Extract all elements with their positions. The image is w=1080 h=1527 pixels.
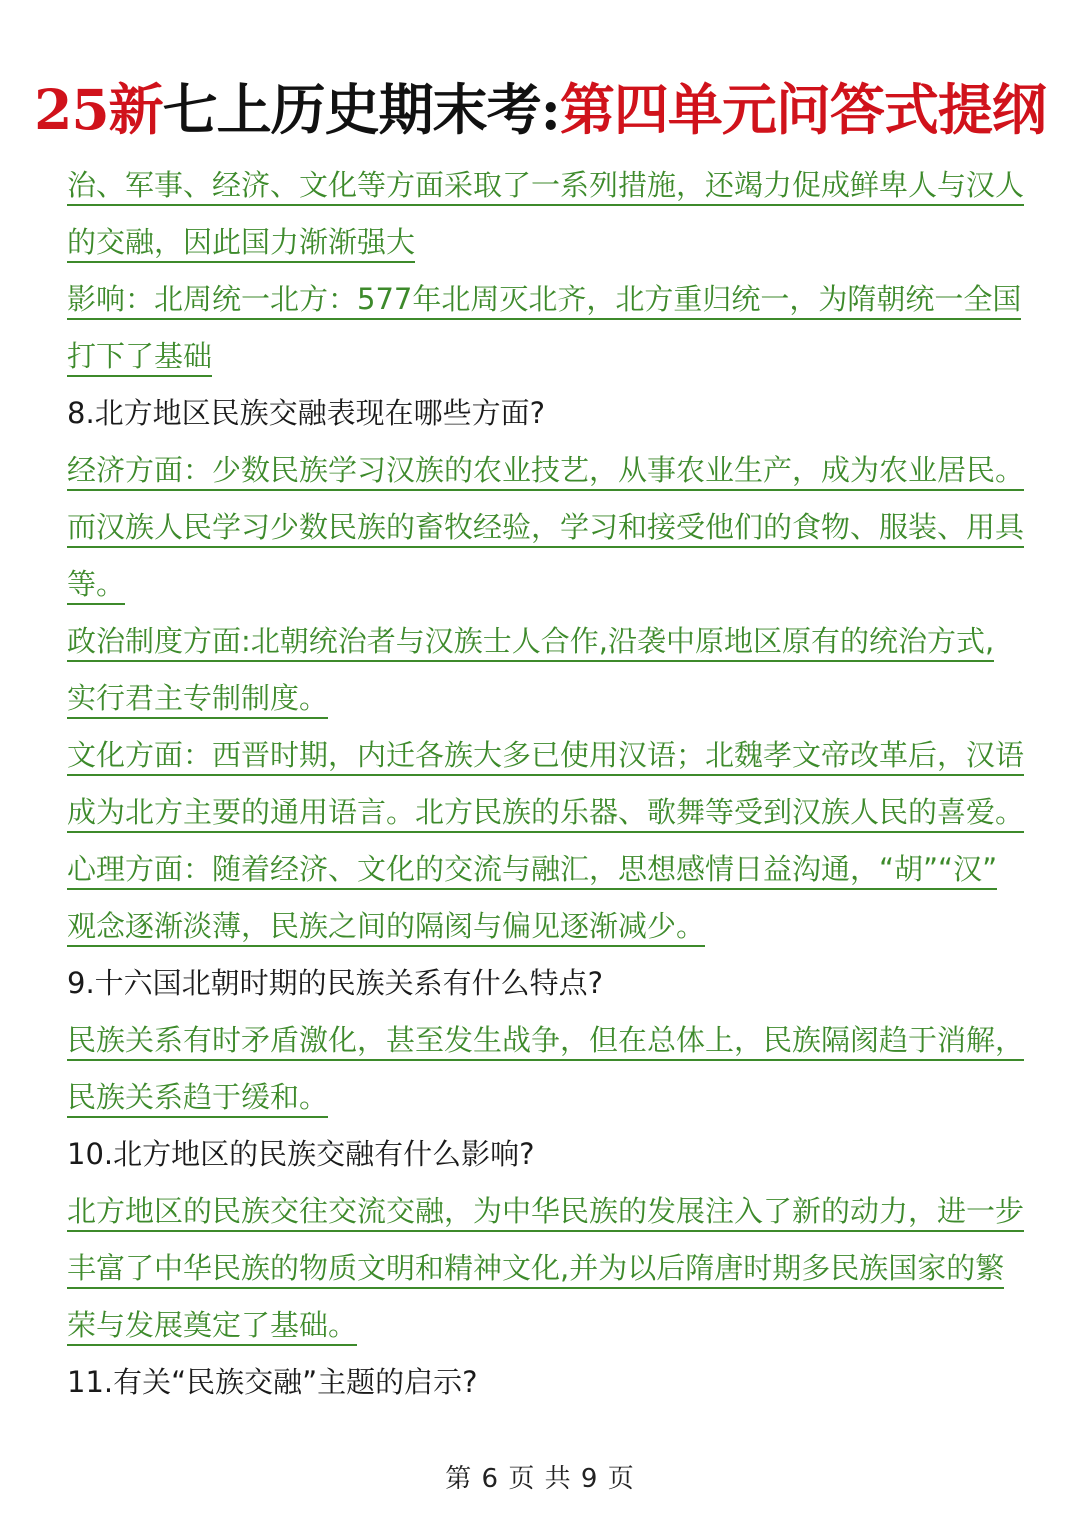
page-number: 第 6 页 共 9 页 (445, 1464, 635, 1494)
answer-line (67, 271, 1022, 328)
outline-content (67, 157, 1025, 1411)
answer-line (67, 157, 1025, 214)
question-line (67, 955, 1017, 1012)
answer-line (67, 1069, 1017, 1126)
answer-text: 而汉族人民学习少数民族的畜牧经验，学习和接受他们的食物、服装、用具 (67, 510, 1024, 548)
question-text: 11.有关“民族交融”主题的启示? (67, 1365, 478, 1399)
answer-text: 影响：北周统一北方：577年北周灭北齐，北方重归统一，为隋朝统一全国 (67, 282, 1021, 320)
answer-text: 实行君主专制制度。 (67, 681, 328, 719)
answer-line (67, 556, 1017, 613)
question-line (67, 1126, 1017, 1183)
answer-line (67, 898, 1017, 955)
title-prefix: 25新 (34, 77, 163, 142)
answer-text: 荣与发展奠定了基础。 (67, 1308, 357, 1346)
answer-line (67, 841, 1017, 898)
answer-text: 民族关系有时矛盾激化，甚至发生战争，但在总体上，民族隔阂趋于消解， (67, 1023, 1024, 1061)
answer-text: 经济方面：少数民族学习汉族的农业技艺，从事农业生产，成为农业居民。 (67, 453, 1024, 491)
answer-line (67, 1012, 1025, 1069)
page-title (0, 72, 1080, 148)
answer-line (67, 670, 1017, 727)
answer-text: 打下了基础 (67, 339, 212, 377)
answer-line (67, 1297, 1017, 1354)
answer-line (67, 499, 1025, 556)
question-line (67, 385, 1017, 442)
answer-text: 民族关系趋于缓和。 (67, 1080, 328, 1118)
title-subject: 七上历史期末考: (162, 77, 560, 142)
question-line (67, 1354, 1017, 1411)
answer-line (67, 1240, 1017, 1297)
question-text: 8.北方地区民族交融表现在哪些方面? (67, 396, 546, 430)
answer-text: 丰富了中华民族的物质文明和精神文化,并为以后隋唐时期多民族国家的繁 (67, 1251, 1004, 1289)
answer-text: 北方地区的民族交往交流交融，为中华民族的发展注入了新的动力，进一步 (67, 1194, 1024, 1232)
answer-line (67, 613, 1017, 670)
answer-text: 文化方面：西晋时期，内迁各族大多已使用汉语；北魏孝文帝改革后，汉语 (67, 738, 1024, 776)
answer-line (67, 214, 1017, 271)
answer-text: 等。 (67, 567, 125, 605)
question-text: 10.北方地区的民族交融有什么影响? (67, 1137, 535, 1171)
answer-text: 观念逐渐淡薄，民族之间的隔阂与偏见逐渐减少。 (67, 909, 705, 947)
answer-line (67, 784, 1025, 841)
answer-text: 成为北方主要的通用语言。北方民族的乐器、歌舞等受到汉族人民的喜爱。 (67, 795, 1024, 833)
answer-line (67, 328, 1017, 385)
answer-text: 政治制度方面:北朝统治者与汉族士人合作,沿袭中原地区原有的统治方式, (67, 624, 994, 662)
answer-line (67, 442, 1025, 499)
answer-text: 治、军事、经济、文化等方面采取了一系列措施，还竭力促成鲜卑人与汉人 (67, 168, 1024, 206)
answer-text: 的交融，因此国力渐渐强大 (67, 225, 415, 263)
answer-text: 心理方面：随着经济、文化的交流与融汇，思想感情日益沟通，“胡”“汉” (67, 852, 997, 890)
answer-line (67, 1183, 1025, 1240)
answer-line (67, 727, 1025, 784)
title-unit: 第四单元问答式提纲 (559, 77, 1046, 142)
question-text: 9.十六国北朝时期的民族关系有什么特点? (67, 966, 604, 1000)
